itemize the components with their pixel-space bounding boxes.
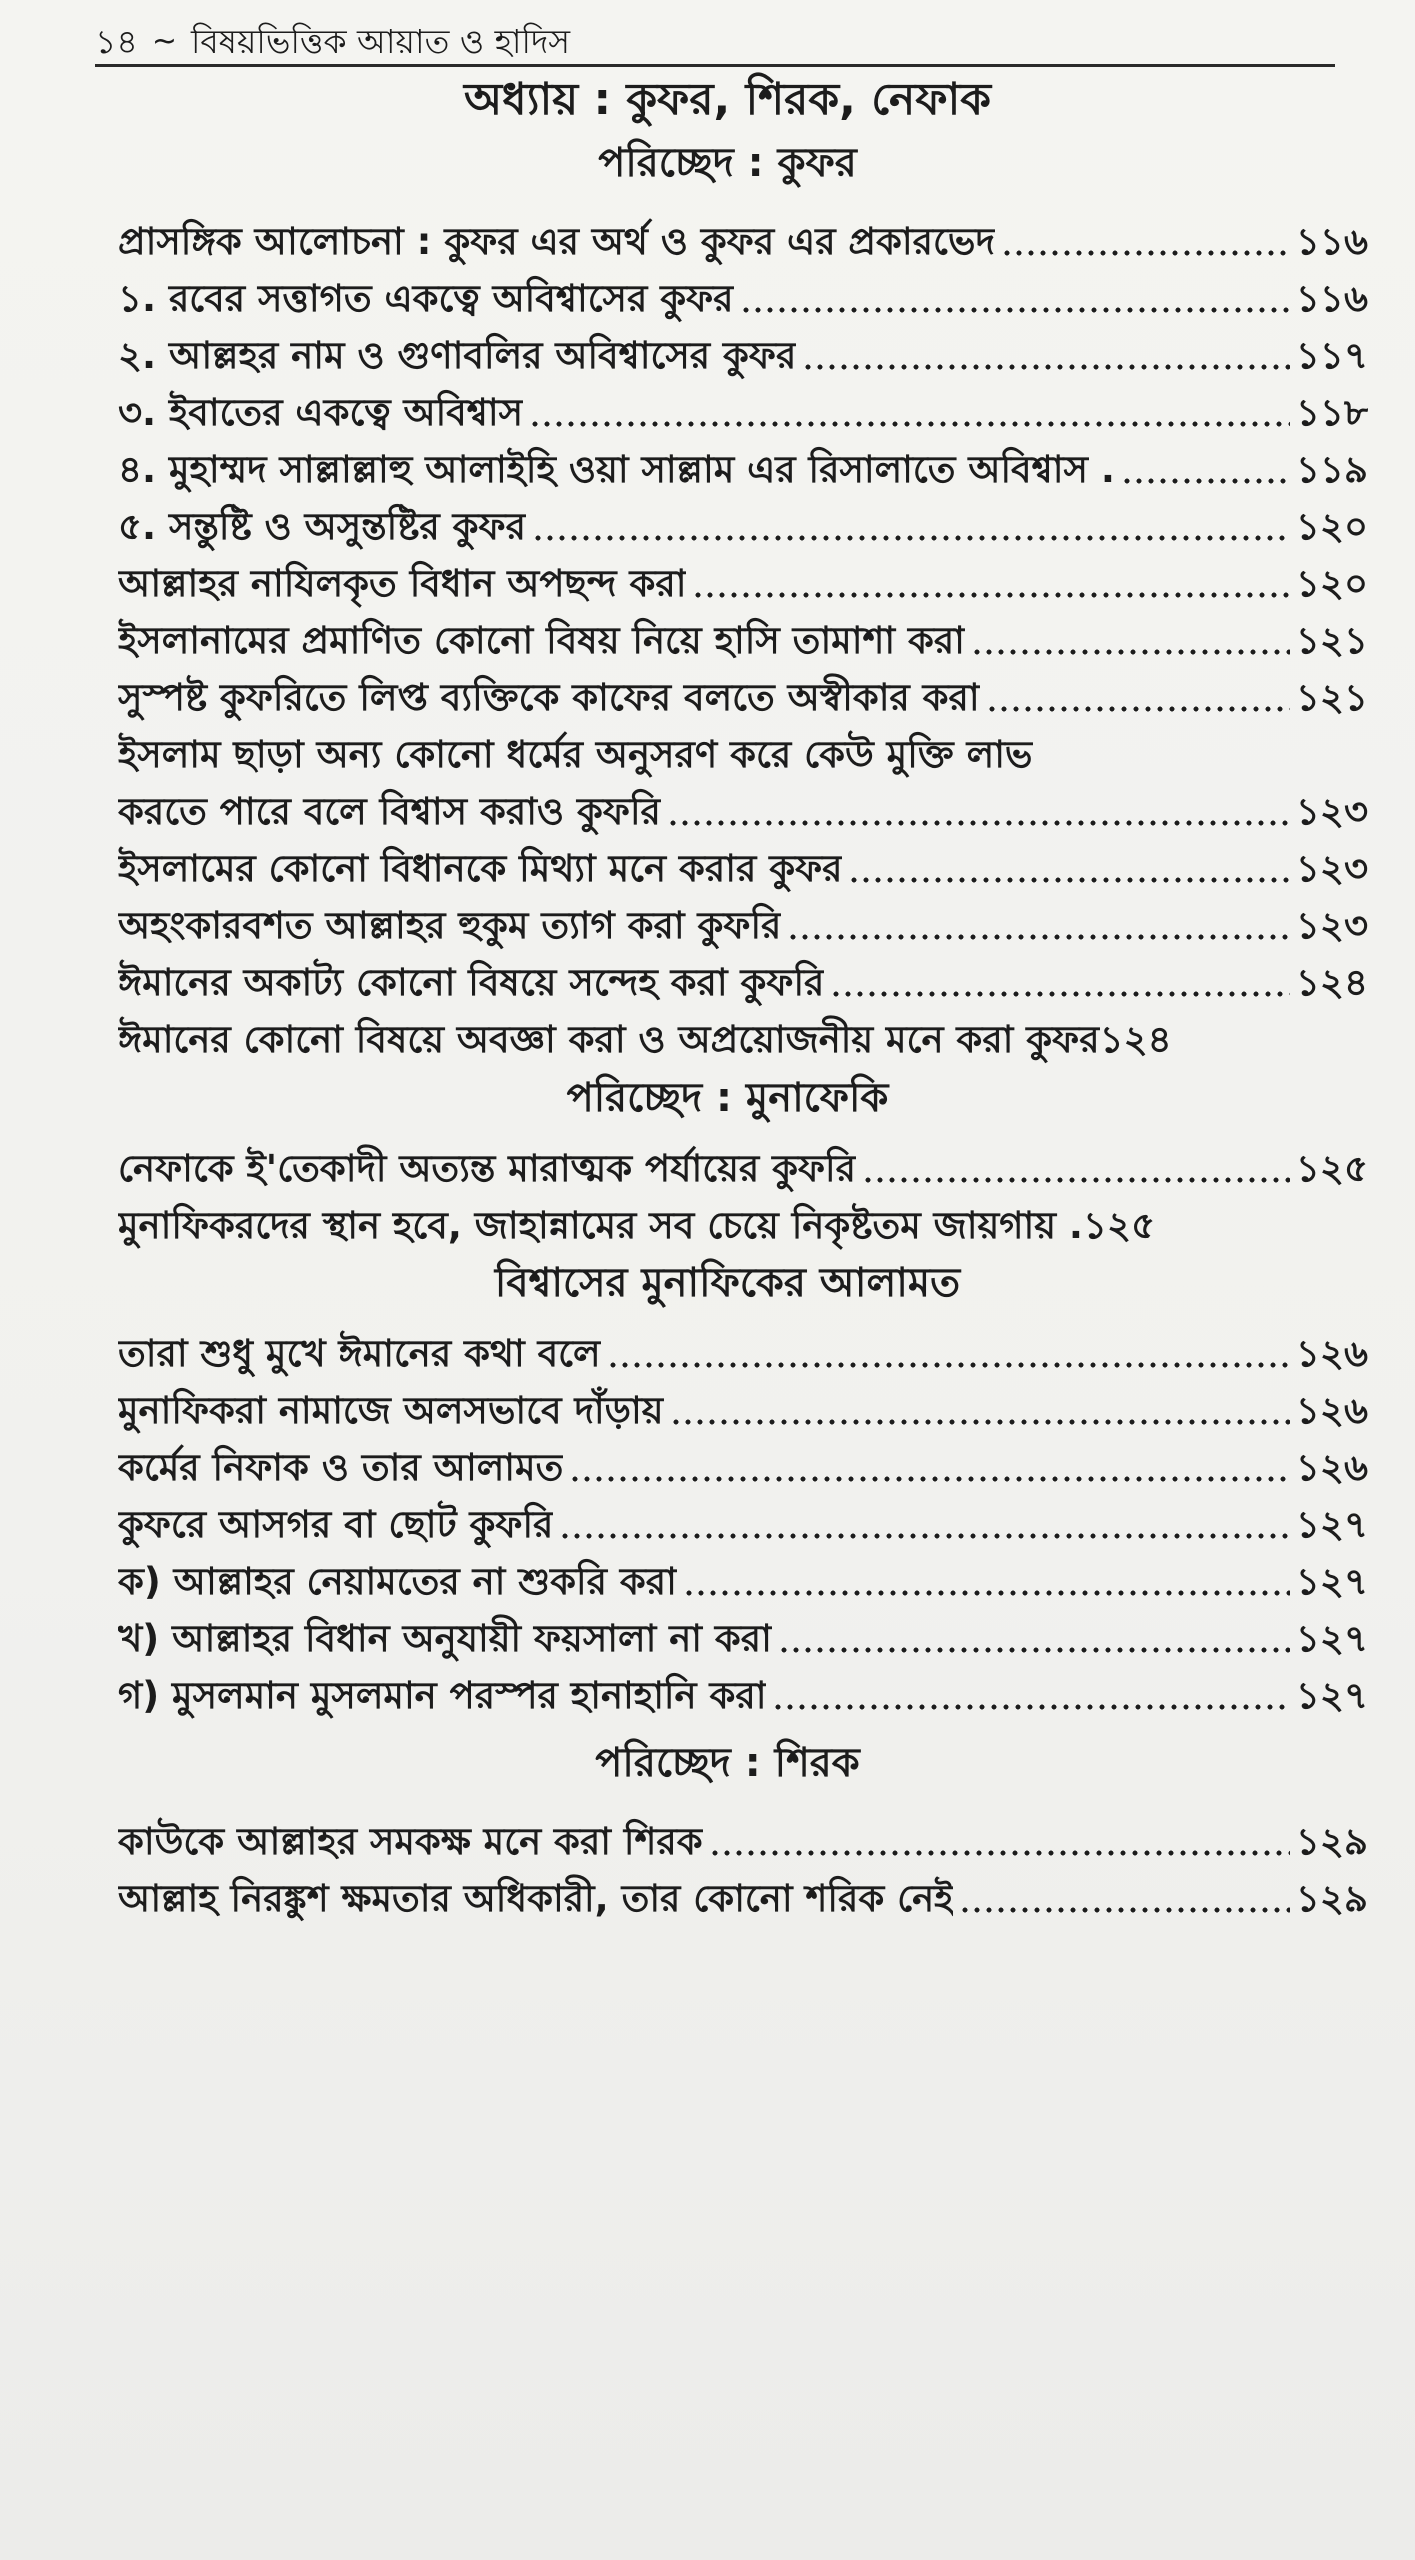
toc-entry[interactable]: ক) আল্লাহর নেয়ামতের না শুকরি করা ১২৭ [118, 1560, 1368, 1603]
toc-entry[interactable]: সুস্পষ্ট কুফরিতে লিপ্ত ব্যক্তিকে কাফের বলতে অস্বীকার করা ১২১ [118, 676, 1368, 719]
toc-entry[interactable]: ইসলামের কোনো বিধানকে মিথ্যা মনে করার কুফর ১২৩ [118, 847, 1368, 890]
section-heading-alamat: বিশ্বাসের মুনাফিকের আলামত [494, 1260, 961, 1306]
toc-entry[interactable]: কর্মের নিফাক ও তার আলামত ১২৬ [118, 1446, 1368, 1489]
page-number: ১৪ [95, 22, 138, 61]
toc-entry[interactable]: কুফরে আসগর বা ছোট কুফরি ১২৭ [118, 1503, 1368, 1546]
toc-entry[interactable]: কাউকে আল্লাহর সমকক্ষ মনে করা শিরক ১২৯ [118, 1820, 1368, 1863]
toc-entry[interactable]: ৫. সন্তুষ্টি ও অসুন্তষ্টির কুফর ১২০ [118, 505, 1368, 548]
section-heading-shirk: পরিচ্ছেদ : শিরক [595, 1740, 860, 1786]
toc-entry[interactable]: অহংকারবশত আল্লাহর হুকুম ত্যাগ করা কুফরি ১২৩ [118, 904, 1368, 947]
toc-entry[interactable]: মুনাফিকরা নামাজে অলসভাবে দাঁড়ায় ১২৬ [118, 1389, 1368, 1432]
ornament-glyph: ~ [151, 24, 177, 59]
toc-entry[interactable]: করতে পারে বলে বিশ্বাস করাও কুফরি ১২৩ [118, 790, 1368, 833]
toc-entry[interactable]: ৩. ইবাতের একত্বে অবিশ্বাস ১১৮ [118, 391, 1368, 434]
toc-entry[interactable]: ৪. মুহাম্মদ সাল্লাল্লাহু আলাইহি ওয়া সাল্লাম এর রিসালাতে অবিশ্বাস . ১১৯ [118, 448, 1368, 491]
running-head [95, 8, 1335, 67]
toc-entry[interactable]: প্রাসঙ্গিক আলোচনা : কুফর এর অর্থ ও কুফর এর প্রকারভেদ ১১৬ [118, 220, 1368, 263]
toc-entry[interactable]: গ) মুসলমান মুসলমান পরস্পর হানাহানি করা ১২৭ [118, 1674, 1368, 1717]
toc-entry-wrap-line[interactable]: ইসলাম ছাড়া অন্য কোনো ধর্মের অনুসরণ করে কেউ মুক্তি লাভ [118, 733, 1033, 776]
toc-entry[interactable]: খ) আল্লাহর বিধান অনুযায়ী ফয়সালা না করা ১২৭ [118, 1617, 1368, 1660]
toc-entry[interactable]: ঈমানের অকাট্য কোনো বিষয়ে সন্দেহ করা কুফরি ১২৪ [118, 961, 1368, 1004]
toc-entry[interactable]: ১. রবের সত্তাগত একত্বে অবিশ্বাসের কুফর ১১৬ [118, 277, 1368, 320]
toc-entry[interactable]: ইসলানামের প্রমাণিত কোনো বিষয় নিয়ে হাসি তামাশা করা ১২১ [118, 619, 1368, 662]
section-heading-kufr: পরিচ্ছেদ : কুফর [598, 140, 857, 186]
toc-entry[interactable]: আল্লাহর নাযিলকৃত বিধান অপছন্দ করা ১২০ [118, 562, 1368, 605]
toc-entry[interactable]: তারা শুধু মুখে ঈমানের কথা বলে ১২৬ [118, 1332, 1368, 1375]
toc-entry[interactable]: নেফাকে ই'তেকাদী অত্যন্ত মারাত্মক পর্যায়ের কুফরি ১২৫ [118, 1147, 1368, 1190]
toc-entry[interactable]: ঈমানের কোনো বিষয়ে অবজ্ঞা করা ও অপ্রয়োজনীয় মনে করা কুফর ১২৪ [118, 1018, 1172, 1061]
toc-entry[interactable]: আল্লাহ নিরঙ্কুশ ক্ষমতার অধিকারী, তার কোনো শরিক নেই ১২৯ [118, 1877, 1368, 1920]
chapter-title: অধ্যায় : কুফর, শিরক, নেফাক [463, 74, 992, 125]
book-title: বিষয়ভিত্তিক আয়াত ও হাদিস [190, 22, 571, 61]
toc-entry[interactable]: মুনাফিকরদের স্থান হবে, জাহান্নামের সব চেয়ে নিকৃষ্টতম জায়গায় . ১২৫ [118, 1204, 1156, 1247]
section-heading-munafeki: পরিচ্ছেদ : মুনাফেকি [566, 1075, 889, 1121]
toc-entry[interactable]: ২. আল্লহর নাম ও গুণাবলির অবিশ্বাসের কুফর ১১৭ [118, 334, 1368, 377]
